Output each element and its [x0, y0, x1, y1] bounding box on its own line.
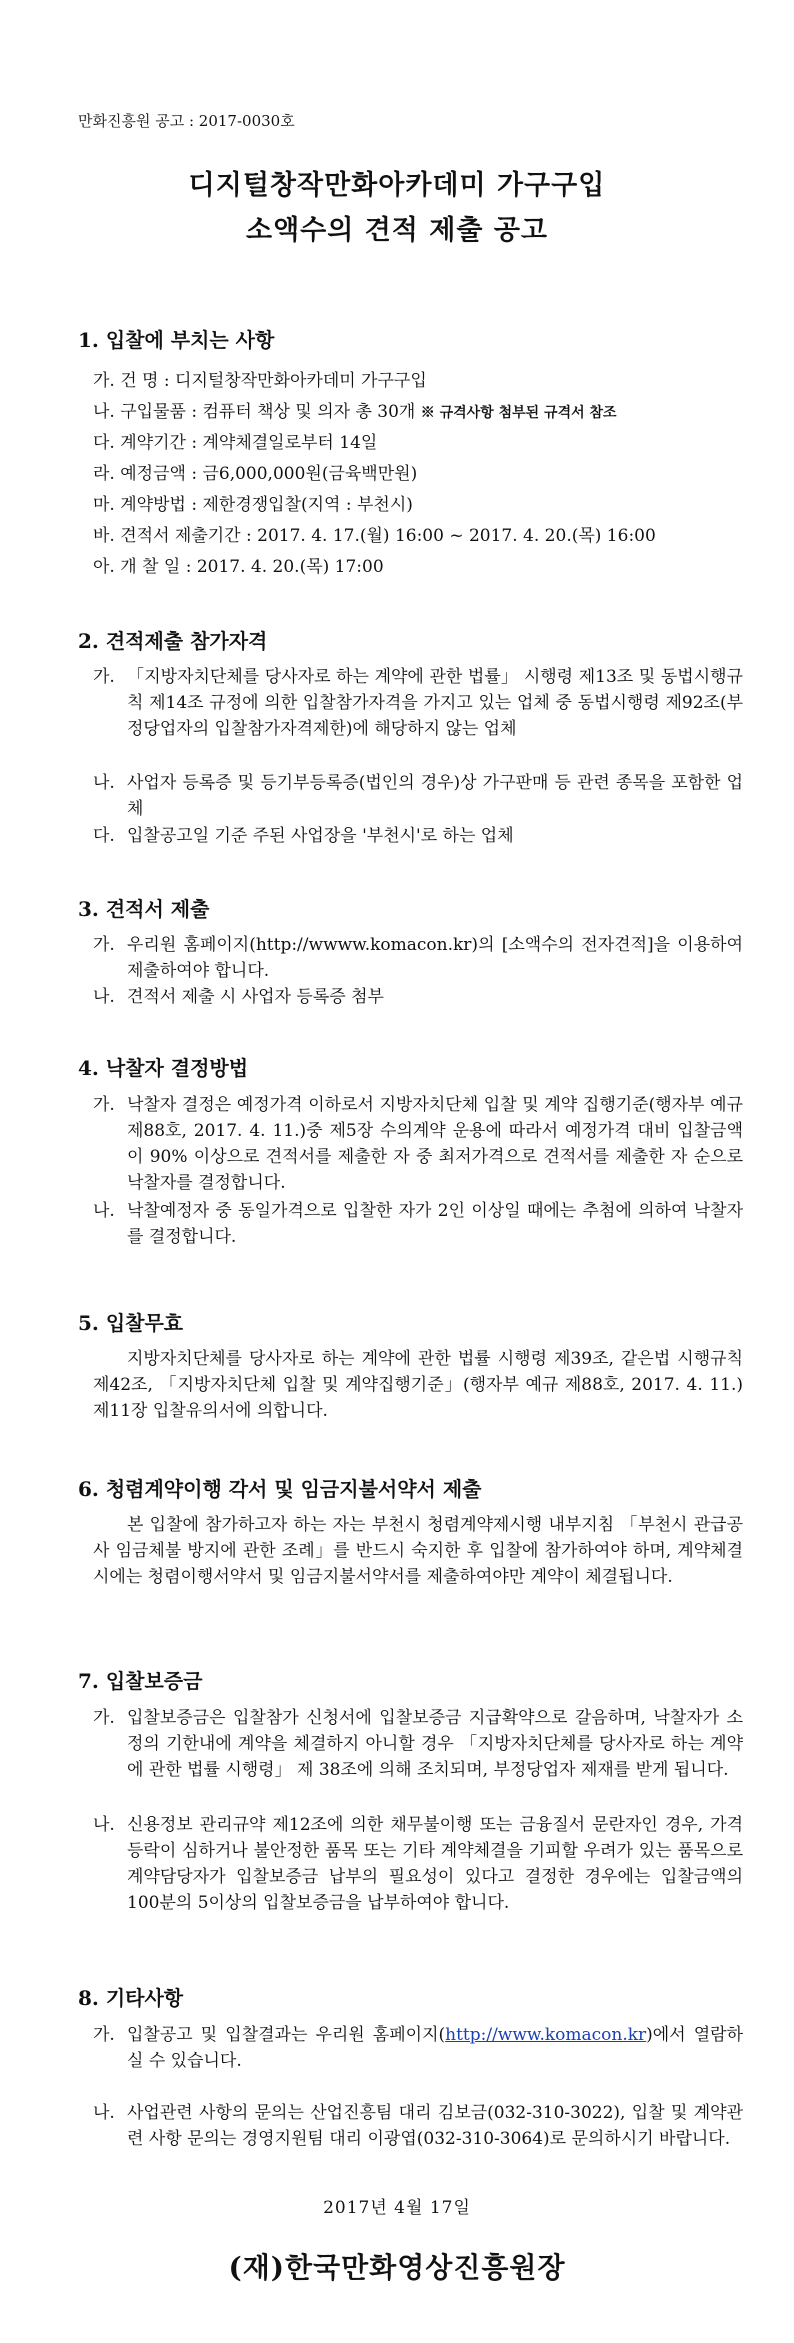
s5-text: 지방자치단체를 당사자로 하는 계약에 관한 법률 시행령 제39조, 같은법 시행규칙 제42조, 「지방자치단체 입찰 및 계약집행기준」(행자부 예규 제88호, 2017. 4. 11.) 제11장 입찰유의서에 의합니다. [93, 1349, 743, 1421]
s2-item-a-text: 「지방자치단체를 당사자로 하는 계약에 관한 법률」 시행령 제13조 및 동법시행규칙 제14조 규정에 의한 입찰참가자격을 가지고 있는 업체 중 동법시행령 제92조(부정당업자의 입찰참가자격제한)에 해당하지 않는 업체 [127, 667, 743, 739]
s7-item-b-label: 나. [93, 1815, 115, 1835]
s1-item-b-note: ※ 규격사항 첨부된 규격서 참조 [420, 405, 617, 421]
s7-item-b-text: 신용정보 관리규약 제12조에 의한 채무불이행 또는 금융질서 문란자인 경우, 가격 등락이 심하거나 불안정한 품목 또는 기타 계약체결을 기피할 우려가 있는 품목으로 계약담당자가 입찰보증금 납부의 필요성이 있다고 결정한 경우에는 입찰금액의 100분의 5이상의 입찰보증금을 납부하여야 합니다. [127, 1815, 743, 1913]
s3-item-a-text: 우리원 홈페이지(http://wwww.komacon.kr)의 [소액수의 전자견적]을 이용하여 제출하여야 합니다. [127, 935, 743, 981]
s2-item-c-text: 입찰공고일 기준 주된 사업장을 '부천시'로 하는 업체 [127, 826, 514, 846]
title-line-1: 디지털창작만화아카데미 가구구입 [188, 170, 606, 201]
s7-item-a [93, 1705, 743, 1783]
s1-item-a [93, 366, 427, 391]
section-5-heading: 5. 입찰무효 [78, 1311, 184, 1335]
s2-item-b [93, 770, 743, 822]
homepage-link[interactable]: http://www.komacon.kr [445, 2025, 647, 2045]
s1-item-c-text: 계약체결일로부터 14일 [202, 433, 378, 453]
s1-item-f [93, 521, 656, 546]
s2-item-b-text: 사업자 등록증 및 등기부등록증(법인의 경우)상 가구판매 등 관련 종목을 포함한 업체 [127, 773, 743, 819]
s1-item-e-text: 제한경쟁입찰(지역 : 부천시) [202, 495, 413, 515]
s7-item-a-label: 가. [93, 1708, 115, 1728]
s8-item-b-label: 나. [93, 2103, 115, 2123]
title-line-2: 소액수의 견적 제출 공고 [245, 215, 549, 246]
s8-item-b [93, 2100, 743, 2152]
s8-item-a [93, 2022, 743, 2074]
s2-item-c-label: 다. [93, 826, 115, 846]
s7-item-a-text: 입찰보증금은 입찰참가 신청서에 입찰보증금 지급확약으로 갈음하며, 낙찰자가 소정의 기한내에 계약을 체결하지 아니할 경우 「지방자치단체를 당사자로 하는 계약에 관한 법률 시행령」 제 38조에 의해 조치되며, 부정당업자 제재를 받게 됩니다. [127, 1708, 743, 1780]
s1-item-a-text: 디지털창작만화아카데미 가구구입 [175, 371, 427, 391]
s2-item-a [93, 664, 743, 742]
s4-item-a [93, 1092, 743, 1196]
issuer-signature: (재)한국만화영상진흥원장 [228, 2251, 566, 2284]
s8-item-a-text-before: 입찰공고 및 입찰결과는 우리원 홈페이지( [127, 2025, 446, 2045]
s1-item-d-label: 라. 예정금액 : [93, 464, 198, 484]
s3-item-b-label: 나. [93, 987, 115, 1007]
section-6-heading: 6. 청렴계약이행 각서 및 임금지불서약서 제출 [78, 1477, 482, 1501]
s1-item-b [93, 397, 617, 422]
s1-item-f-text: 2017. 4. 17.(월) 16:00 ~ 2017. 4. 20.(목) 16:00 [257, 526, 656, 546]
s8-item-a-body [127, 2022, 743, 2074]
s8-item-a-text-after: )에서 열람하실 수 있습니다. [127, 2025, 743, 2071]
s3-item-a [93, 932, 743, 984]
s4-item-b [93, 1198, 743, 1250]
s4-item-a-text: 낙찰자 결정은 예정가격 이하로서 지방자치단체 입찰 및 계약 집행기준(행자부 예규 제88호, 2017. 4. 11.)중 제5장 수의계약 운용에 따라서 예정가격 대비 입찰금액이 90% 이상으로 견적서를 제출한 자 중 최저가격으로 견적서를 제출한 자 순으로 낙찰자를 결정합니다. [127, 1095, 743, 1193]
s1-item-c [93, 428, 377, 453]
s8-item-b-text: 사업관련 사항의 문의는 산업진흥팀 대리 김보금(032-310-3022), 입찰 및 계약관련 사항 문의는 경영지원팀 대리 이광엽(032-310-3064)로 문의하시기 바랍니다. [127, 2103, 743, 2149]
s4-item-a-label: 가. [93, 1095, 115, 1115]
s1-item-d-text: 금6,000,000원(금육백만원) [202, 464, 418, 484]
section-3-heading: 3. 견적서 제출 [78, 897, 210, 921]
s1-item-e-label: 마. 계약방법 : [93, 495, 198, 515]
s4-item-b-text: 낙찰예정자 중 동일가격으로 입찰한 자가 2인 이상일 때에는 추첨에 의하여 낙찰자를 결정합니다. [127, 1201, 743, 1247]
s1-item-f-label: 바. 견적서 제출기간 : [93, 526, 252, 546]
s2-item-b-label: 나. [93, 773, 115, 793]
notice-date: 2017년 4월 17일 [323, 2198, 471, 2218]
s4-item-b-label: 나. [93, 1201, 115, 1221]
s1-item-c-label: 다. 계약기간 : [93, 433, 198, 453]
s1-item-g-label: 아. 개 찰 일 : [93, 557, 192, 577]
s1-item-g-text: 2017. 4. 20.(목) 17:00 [196, 557, 384, 577]
s8-item-a-label: 가. [93, 2025, 115, 2045]
s1-item-e [93, 490, 413, 515]
s2-item-c [93, 823, 743, 849]
s3-item-a-label: 가. [93, 935, 115, 955]
section-7-heading: 7. 입찰보증금 [78, 1669, 203, 1693]
s1-item-d [93, 459, 417, 484]
s3-item-b [93, 984, 743, 1010]
section-4-heading: 4. 낙찰자 결정방법 [78, 1056, 249, 1080]
s1-item-g [93, 552, 384, 577]
s1-item-b-label: 나. 구입물품 : [93, 402, 198, 422]
s1-item-b-text: 컴퓨터 책상 및 의자 총 30개 [202, 402, 416, 422]
section-1-heading: 1. 입찰에 부치는 사항 [78, 328, 275, 352]
s7-item-b [93, 1812, 743, 1916]
s1-item-a-label: 가. 건 명 : [93, 371, 170, 391]
section-8-heading: 8. 기타사항 [78, 1986, 184, 2010]
document-number: 만화진흥원 공고 : 2017-0030호 [78, 112, 295, 130]
section-2-heading: 2. 견적제출 참가자격 [78, 629, 268, 653]
s2-item-a-label: 가. [93, 667, 115, 687]
s6-text: 본 입찰에 참가하고자 하는 자는 부천시 청렴계약제시행 내부지침 「부천시 관급공사 임금체불 방지에 관한 조례」를 반드시 숙지한 후 입찰에 참가하여야 하며, 계약체결 시에는 청렴이행서약서 및 임금지불서약서를 제출하여야만 계약이 체결됩니다. [93, 1515, 743, 1587]
s3-item-b-text: 견적서 제출 시 사업자 등록증 첨부 [127, 987, 384, 1007]
